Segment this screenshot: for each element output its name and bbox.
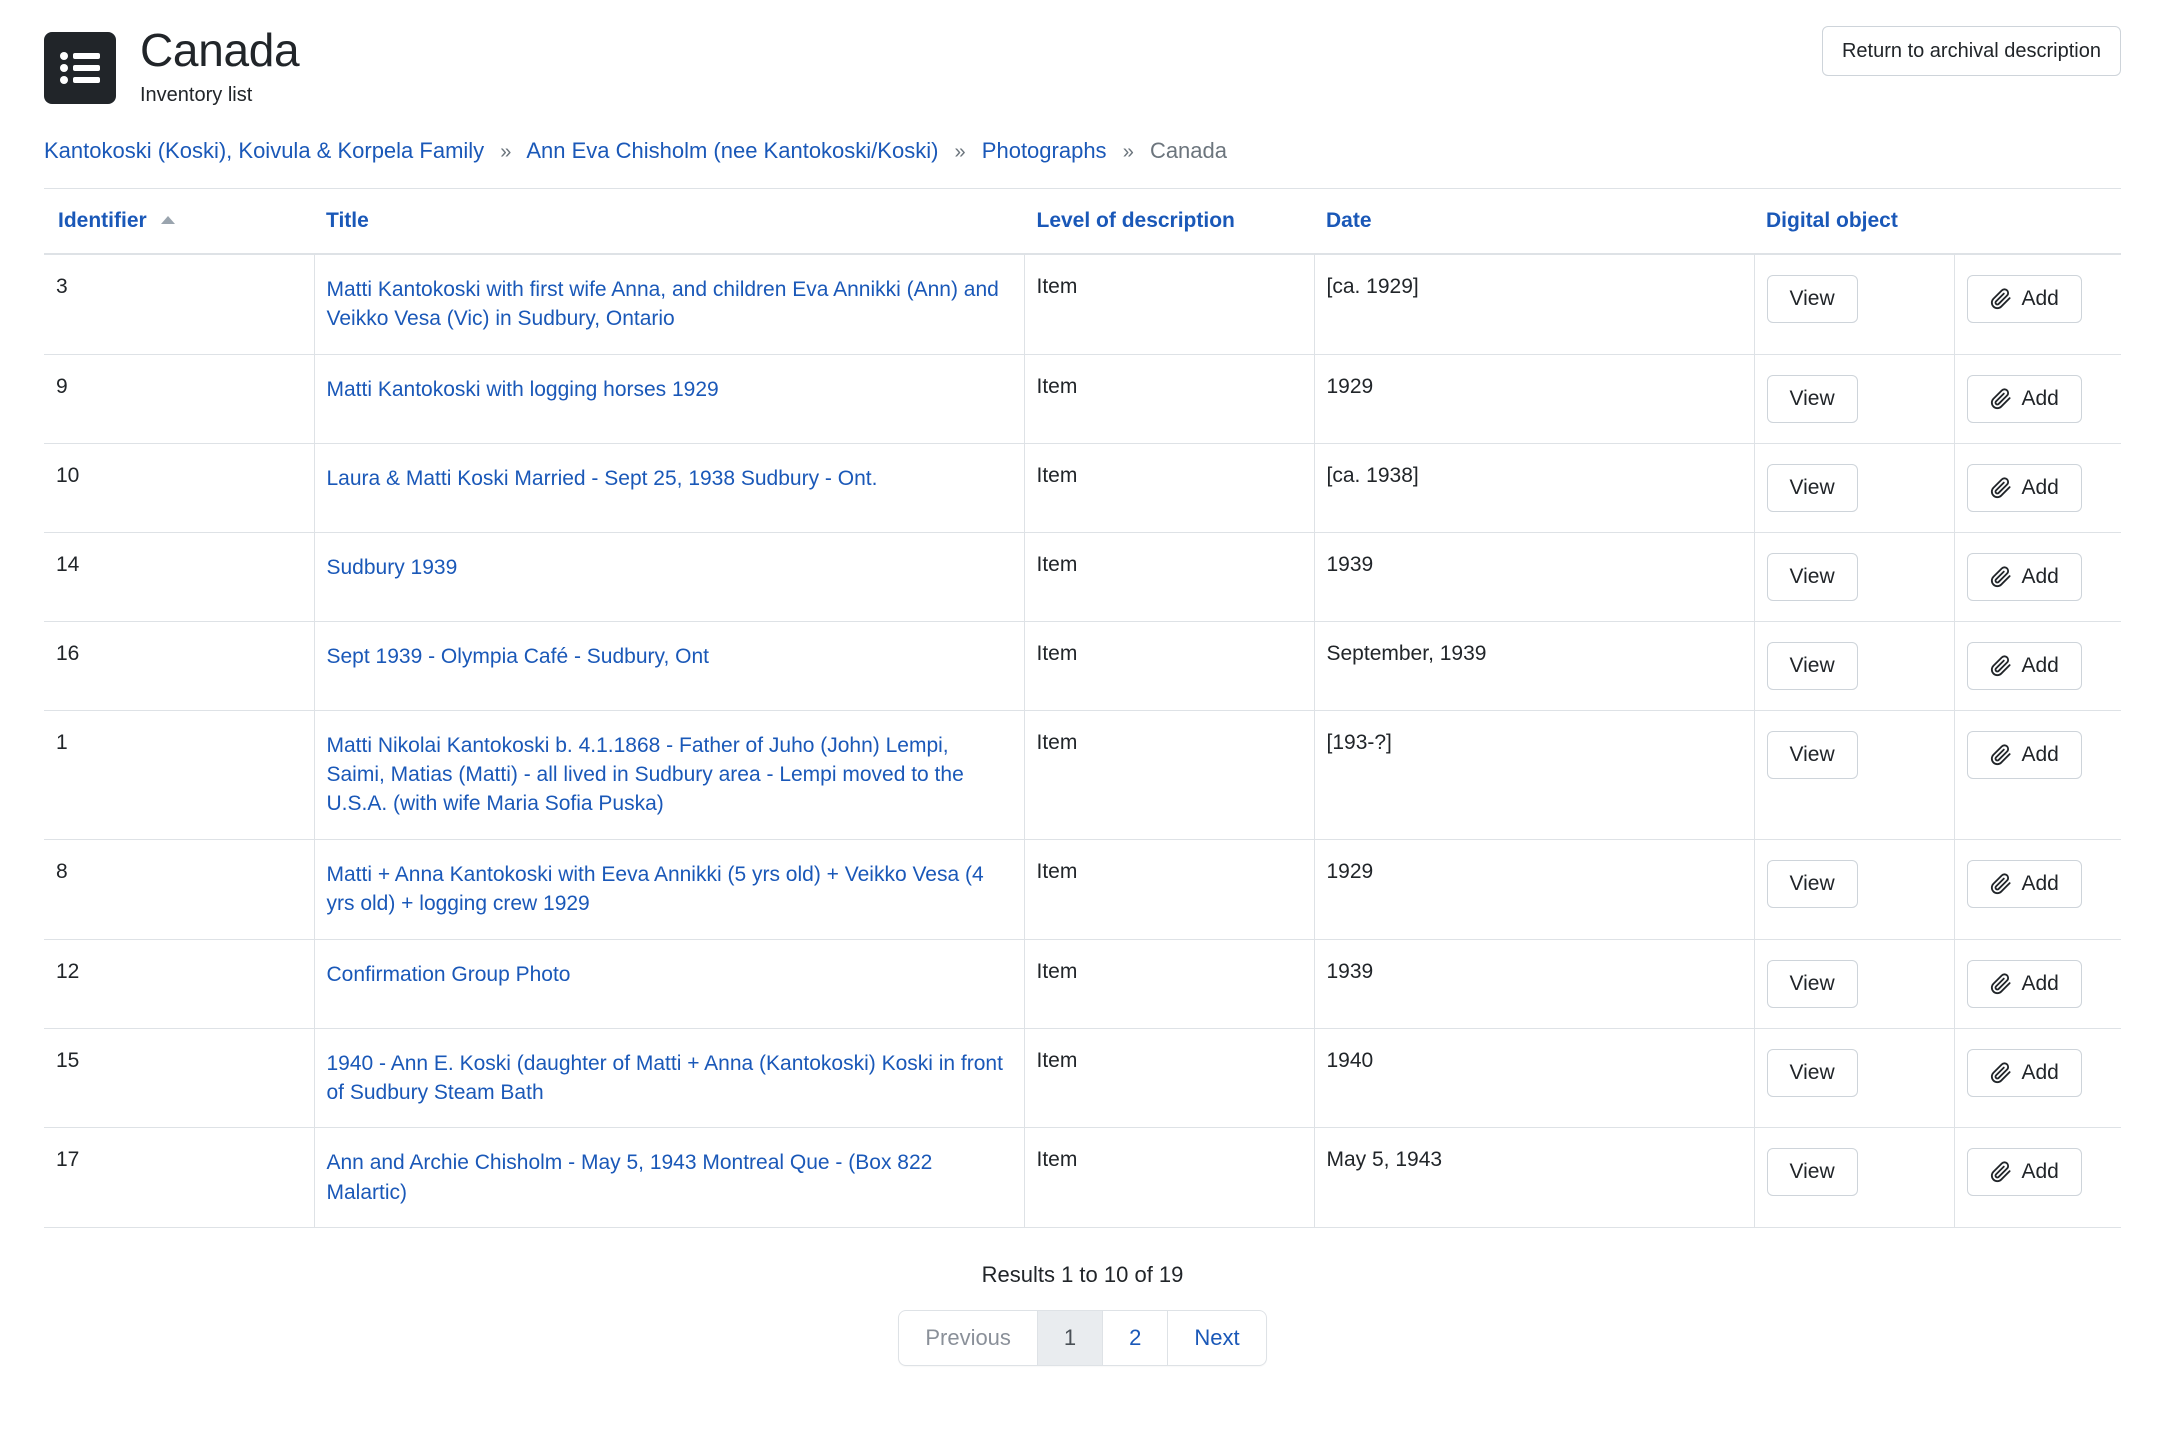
cell-actions <box>1954 1128 2121 1227</box>
view-button[interactable]: View <box>1767 731 1858 779</box>
cell-actions <box>1954 354 2121 443</box>
view-button[interactable]: View <box>1767 1148 1858 1196</box>
cell-title <box>314 443 1024 532</box>
paperclip-icon <box>1990 873 2012 895</box>
record-title-link[interactable]: Matti Kantokoski with logging horses 1929 <box>326 377 719 401</box>
add-label: Add <box>2021 475 2059 499</box>
paperclip-icon <box>1990 655 2012 677</box>
breadcrumb-item-1[interactable]: Kantokoski (Koski), Koivula & Korpela Family <box>44 138 485 164</box>
cell-date: 1939 <box>1314 532 1754 621</box>
breadcrumb-separator-icon: » <box>500 141 512 164</box>
breadcrumb-separator-icon: » <box>1122 141 1134 164</box>
cell-actions <box>1954 839 2121 939</box>
cell-digital-object <box>1754 839 1954 939</box>
pagination-next[interactable]: Next <box>1194 1325 1240 1351</box>
cell-title <box>314 710 1024 839</box>
pagination-page-1[interactable]: 1 <box>1038 1311 1103 1365</box>
cell-identifier: 12 <box>44 939 314 1028</box>
pagination-previous: Previous <box>899 1311 1038 1365</box>
inventory-table-wrapper <box>44 188 2121 1228</box>
cell-date: [193-?] <box>1314 710 1754 839</box>
breadcrumb-item-3[interactable]: Photographs <box>981 138 1107 164</box>
column-header-identifier-label: Identifier <box>58 208 147 232</box>
column-header-actions <box>1954 189 2121 254</box>
cell-digital-object <box>1754 443 1954 532</box>
add-digital-object-button[interactable] <box>1967 553 2082 601</box>
cell-title <box>314 254 1024 354</box>
cell-date: 1929 <box>1314 839 1754 939</box>
record-title-link[interactable]: Matti + Anna Kantokoski with Eeva Annikki (5 yrs old) + Veikko Vesa (4 yrs old) + logging crew 1929 <box>326 862 984 916</box>
paperclip-icon <box>1990 1161 2012 1183</box>
cell-digital-object <box>1754 254 1954 354</box>
pagination <box>44 1310 2121 1366</box>
cell-identifier: 8 <box>44 839 314 939</box>
cell-digital-object <box>1754 1028 1954 1128</box>
cell-title <box>314 621 1024 710</box>
cell-digital-object <box>1754 354 1954 443</box>
table-row <box>44 443 2121 532</box>
add-label: Add <box>2021 564 2059 588</box>
view-button[interactable]: View <box>1767 642 1858 690</box>
cell-actions <box>1954 621 2121 710</box>
paperclip-icon <box>1990 973 2012 995</box>
add-label: Add <box>2021 386 2059 410</box>
cell-date: May 5, 1943 <box>1314 1128 1754 1227</box>
cell-digital-object <box>1754 532 1954 621</box>
record-title-link[interactable]: Sept 1939 - Olympia Café - Sudbury, Ont <box>326 644 709 668</box>
view-button[interactable]: View <box>1767 1049 1858 1097</box>
pagination-group <box>898 1310 1266 1366</box>
table-row <box>44 939 2121 1028</box>
add-digital-object-button[interactable] <box>1967 1148 2082 1196</box>
cell-level: Item <box>1024 1028 1314 1128</box>
table-row <box>44 839 2121 939</box>
add-digital-object-button[interactable] <box>1967 464 2082 512</box>
breadcrumb-separator-icon: » <box>954 141 966 164</box>
cell-level: Item <box>1024 443 1314 532</box>
cell-actions <box>1954 532 2121 621</box>
cell-date: September, 1939 <box>1314 621 1754 710</box>
cell-actions <box>1954 939 2121 1028</box>
table-body <box>44 254 2121 1227</box>
breadcrumb <box>44 137 2121 166</box>
list-badge-icon <box>44 32 116 104</box>
cell-level: Item <box>1024 354 1314 443</box>
add-digital-object-button[interactable] <box>1967 731 2082 779</box>
inventory-table <box>44 189 2121 1227</box>
cell-actions <box>1954 1028 2121 1128</box>
table-row <box>44 254 2121 354</box>
cell-identifier: 17 <box>44 1128 314 1227</box>
view-button[interactable]: View <box>1767 553 1858 601</box>
cell-identifier: 9 <box>44 354 314 443</box>
breadcrumb-item-current: Canada <box>1149 138 1228 164</box>
cell-level: Item <box>1024 939 1314 1028</box>
add-digital-object-button[interactable] <box>1967 960 2082 1008</box>
paperclip-icon <box>1990 566 2012 588</box>
add-digital-object-button[interactable] <box>1967 1049 2082 1097</box>
add-label: Add <box>2021 971 2059 995</box>
cell-level: Item <box>1024 710 1314 839</box>
cell-date: 1929 <box>1314 354 1754 443</box>
paperclip-icon <box>1990 288 2012 310</box>
cell-digital-object <box>1754 1128 1954 1227</box>
cell-title <box>314 532 1024 621</box>
page-title: Canada <box>140 24 300 76</box>
record-title-link[interactable]: Laura & Matti Koski Married - Sept 25, 1938 Sudbury - Ont. <box>326 466 878 490</box>
add-label: Add <box>2021 286 2059 310</box>
cell-title <box>314 1028 1024 1128</box>
add-digital-object-button[interactable] <box>1967 860 2082 908</box>
cell-identifier: 10 <box>44 443 314 532</box>
cell-level: Item <box>1024 254 1314 354</box>
cell-digital-object <box>1754 939 1954 1028</box>
cell-actions <box>1954 443 2121 532</box>
table-head <box>44 189 2121 254</box>
table-header-row <box>44 189 2121 254</box>
cell-title <box>314 939 1024 1028</box>
cell-date: 1939 <box>1314 939 1754 1028</box>
view-button[interactable]: View <box>1767 275 1858 323</box>
add-label: Add <box>2021 1060 2059 1084</box>
record-title-link[interactable]: Sudbury 1939 <box>326 555 458 579</box>
results-count: Results 1 to 10 of 19 <box>981 1262 1184 1288</box>
view-button[interactable]: View <box>1767 960 1858 1008</box>
cell-date: [ca. 1929] <box>1314 254 1754 354</box>
paperclip-icon <box>1990 744 2012 766</box>
record-title-link[interactable]: Confirmation Group Photo <box>326 962 571 986</box>
table-row <box>44 354 2121 443</box>
cell-identifier: 14 <box>44 532 314 621</box>
page-subtitle: Inventory list <box>140 84 253 107</box>
title-block <box>140 26 299 107</box>
breadcrumb-item-2[interactable]: Ann Eva Chisholm (nee Kantokoski/Koski) <box>526 138 939 164</box>
cell-level: Item <box>1024 1128 1314 1227</box>
cell-title <box>314 1128 1024 1227</box>
table-row <box>44 1128 2121 1227</box>
cell-actions <box>1954 710 2121 839</box>
cell-date: [ca. 1938] <box>1314 443 1754 532</box>
view-button[interactable]: View <box>1767 860 1858 908</box>
column-header-digital-object: Digital object <box>1754 189 1954 254</box>
sort-ascending-icon <box>161 216 175 224</box>
record-title-link[interactable]: Matti Kantokoski with first wife Anna, and children Eva Annikki (Ann) and Veikko Vesa (Vic) in Sudbury, Ontario <box>326 277 999 331</box>
cell-level: Item <box>1024 532 1314 621</box>
table-row <box>44 621 2121 710</box>
view-button[interactable]: View <box>1767 464 1858 512</box>
add-digital-object-button[interactable] <box>1967 375 2082 423</box>
pagination-page-2[interactable]: 2 <box>1103 1311 1168 1365</box>
cell-identifier: 16 <box>44 621 314 710</box>
cell-title <box>314 354 1024 443</box>
table-row <box>44 1028 2121 1128</box>
cell-digital-object <box>1754 621 1954 710</box>
table-row <box>44 532 2121 621</box>
record-title-link[interactable]: Matti Nikolai Kantokoski b. 4.1.1868 - Father of Juho (John) Lempi, Saimi, Matias (Matti) - all lived in Sudbury area - Lempi moved to the U.S.A. (with wife Maria Sofia Puska) <box>326 733 964 816</box>
cell-level: Item <box>1024 621 1314 710</box>
table-row <box>44 710 2121 839</box>
column-header-title[interactable]: Title <box>314 189 1024 254</box>
column-header-identifier[interactable] <box>44 189 314 254</box>
cell-identifier: 15 <box>44 1028 314 1128</box>
add-digital-object-button[interactable] <box>1967 642 2082 690</box>
return-to-archival-description-button[interactable]: Return to archival description <box>1822 26 2121 76</box>
cell-level: Item <box>1024 839 1314 939</box>
cell-digital-object <box>1754 710 1954 839</box>
add-digital-object-button[interactable] <box>1967 275 2082 323</box>
add-label: Add <box>2021 1160 2059 1184</box>
cell-identifier: 1 <box>44 710 314 839</box>
column-header-date[interactable]: Date <box>1314 189 1754 254</box>
record-title-link[interactable]: 1940 - Ann E. Koski (daughter of Matti + Anna (Kantokoski) Koski in front of Sudbury Steam Bath <box>326 1051 1003 1105</box>
column-header-level-of-description[interactable]: Level of description <box>1024 189 1314 254</box>
record-title-link[interactable]: Ann and Archie Chisholm - May 5, 1943 Montreal Que - (Box 822 Malartic) <box>326 1151 933 1204</box>
cell-title <box>314 839 1024 939</box>
add-label: Add <box>2021 742 2059 766</box>
paperclip-icon <box>1990 1062 2012 1084</box>
cell-date: 1940 <box>1314 1028 1754 1128</box>
paperclip-icon <box>1990 477 2012 499</box>
cell-actions <box>1954 254 2121 354</box>
add-label: Add <box>2021 871 2059 895</box>
view-button[interactable]: View <box>1767 375 1858 423</box>
paperclip-icon <box>1990 388 2012 410</box>
page-header <box>44 26 2121 107</box>
add-label: Add <box>2021 653 2059 677</box>
cell-identifier: 3 <box>44 254 314 354</box>
